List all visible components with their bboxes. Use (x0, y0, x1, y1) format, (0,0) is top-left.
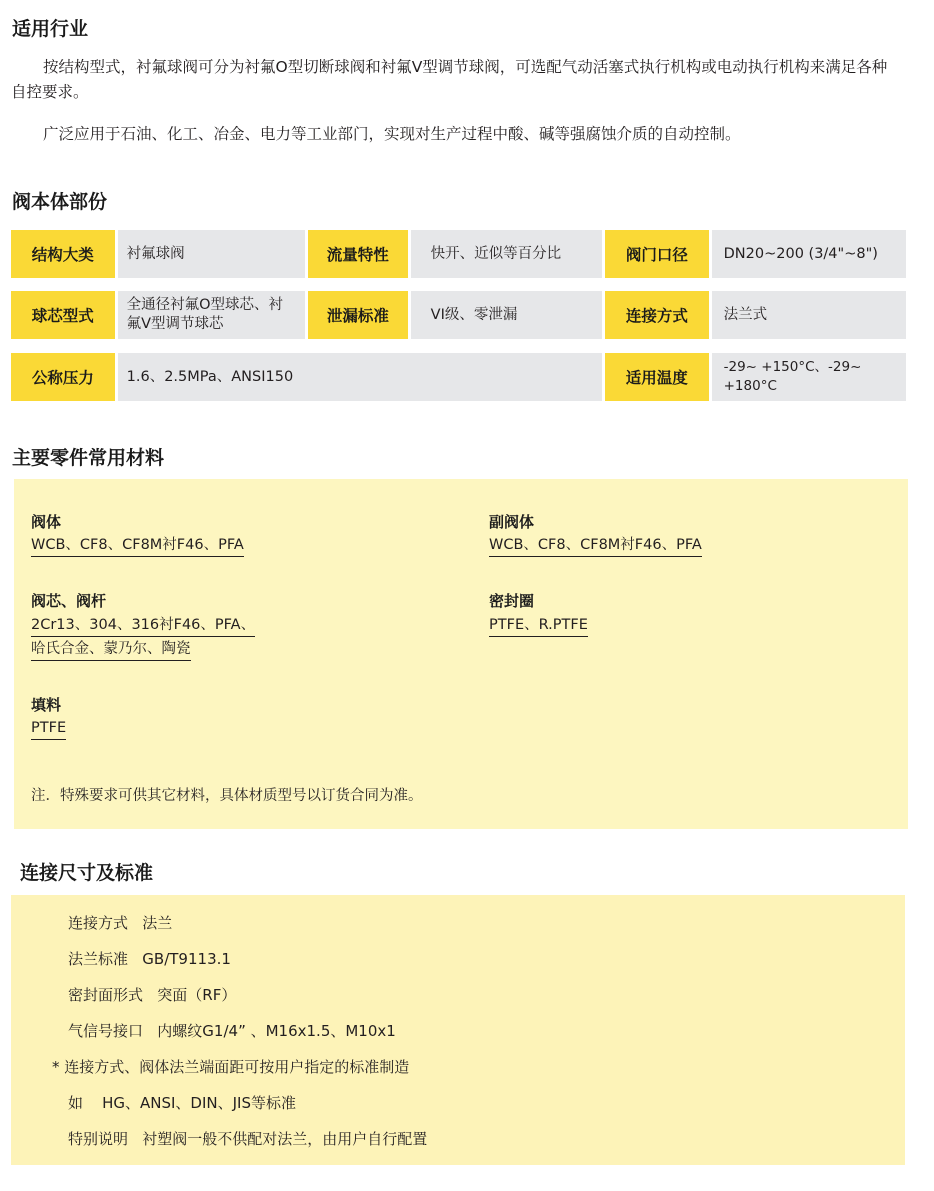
material-name-body: 阀体 (31, 513, 62, 531)
spec-label-temperature: 适用温度 (605, 353, 709, 401)
material-name-core-stem: 阀芯、阀杆 (31, 592, 107, 610)
spec-label-leakage: 泄漏标准 (308, 291, 408, 339)
spec-value-flow: 快开、近似等百分比 (411, 230, 602, 278)
connection-title: 连接尺寸及标准 (20, 862, 154, 884)
material-value-core-stem: 2Cr13、304、316衬F46、PFA、 哈氏合金、蒙乃尔、陶瓷 (31, 613, 255, 661)
connection-line-air-port: 气信号接口 内螺纹G1/4” 、M16x1.5、M10x1 (68, 1022, 396, 1040)
connection-line-method: 连接方式 法兰 (68, 914, 173, 932)
connection-line-standards: 如 HG、ANSI、DIN、JIS等标准 (68, 1094, 296, 1112)
material-value-body: WCB、CF8、CF8M衬F46、PFA (31, 533, 244, 557)
spec-value-core: 全通径衬氟O型球芯、衬氟V型调节球芯 (118, 291, 305, 339)
spec-value-size: DN20~200 (3/4"~8") (712, 230, 906, 278)
spec-label-flow: 流量特性 (308, 230, 408, 278)
material-name-seal: 密封圈 (489, 592, 535, 610)
spec-label-core: 球芯型式 (11, 291, 115, 339)
materials-title: 主要零件常用材料 (12, 447, 165, 469)
spec-row-3 (11, 353, 906, 401)
spec-value-structure: 衬氟球阀 (118, 230, 305, 278)
spec-value-connection: 法兰式 (712, 291, 906, 339)
material-value-seal: PTFE、R.PTFE (489, 613, 588, 637)
spec-value-leakage: VI级、零泄漏 (411, 291, 602, 339)
spec-label-pressure: 公称压力 (11, 353, 115, 401)
industry-title: 适用行业 (12, 18, 89, 40)
spec-row-2 (11, 291, 906, 339)
connection-line-special-note: 特别说明 衬塑阀一般不供配对法兰，由用户自行配置 (68, 1130, 428, 1148)
valve-body-title: 阀本体部份 (12, 191, 108, 213)
spec-label-structure: 结构大类 (11, 230, 115, 278)
material-name-packing: 填料 (31, 696, 62, 714)
spec-row-1 (11, 230, 906, 278)
materials-note: 注．特殊要求可供其它材料，具体材质型号以订货合同为准。 (31, 788, 423, 804)
connection-line-seal-face: 密封面形式 突面（RF） (68, 986, 237, 1004)
spec-value-pressure: 1.6、2.5MPa、ANSI150 (118, 353, 602, 401)
industry-paragraph-1: 按结构型式，衬氟球阀可分为衬氟O型切断球阀和衬氟V型调节球阀，可选配气动活塞式执行机构或电动执行机构来满足各种自控要求。 (11, 58, 888, 101)
spec-label-connection: 连接方式 (605, 291, 709, 339)
spec-label-size: 阀门口径 (605, 230, 709, 278)
spec-value-temperature: -29~ +150°C、-29~ +180°C (712, 353, 906, 401)
connection-line-flange-standard: 法兰标准 GB/T9113.1 (68, 950, 231, 968)
material-name-sub-body: 副阀体 (489, 513, 535, 531)
connection-line-custom-note: * 连接方式、阀体法兰端面距可按用户指定的标准制造 (52, 1058, 410, 1076)
industry-paragraph-2: 广泛应用于石油、化工、冶金、电力等工业部门，实现对生产过程中酸、碱等强腐蚀介质的自动控制。 (43, 125, 741, 143)
material-value-packing: PTFE (31, 716, 66, 740)
material-value-sub-body: WCB、CF8、CF8M衬F46、PFA (489, 533, 702, 557)
